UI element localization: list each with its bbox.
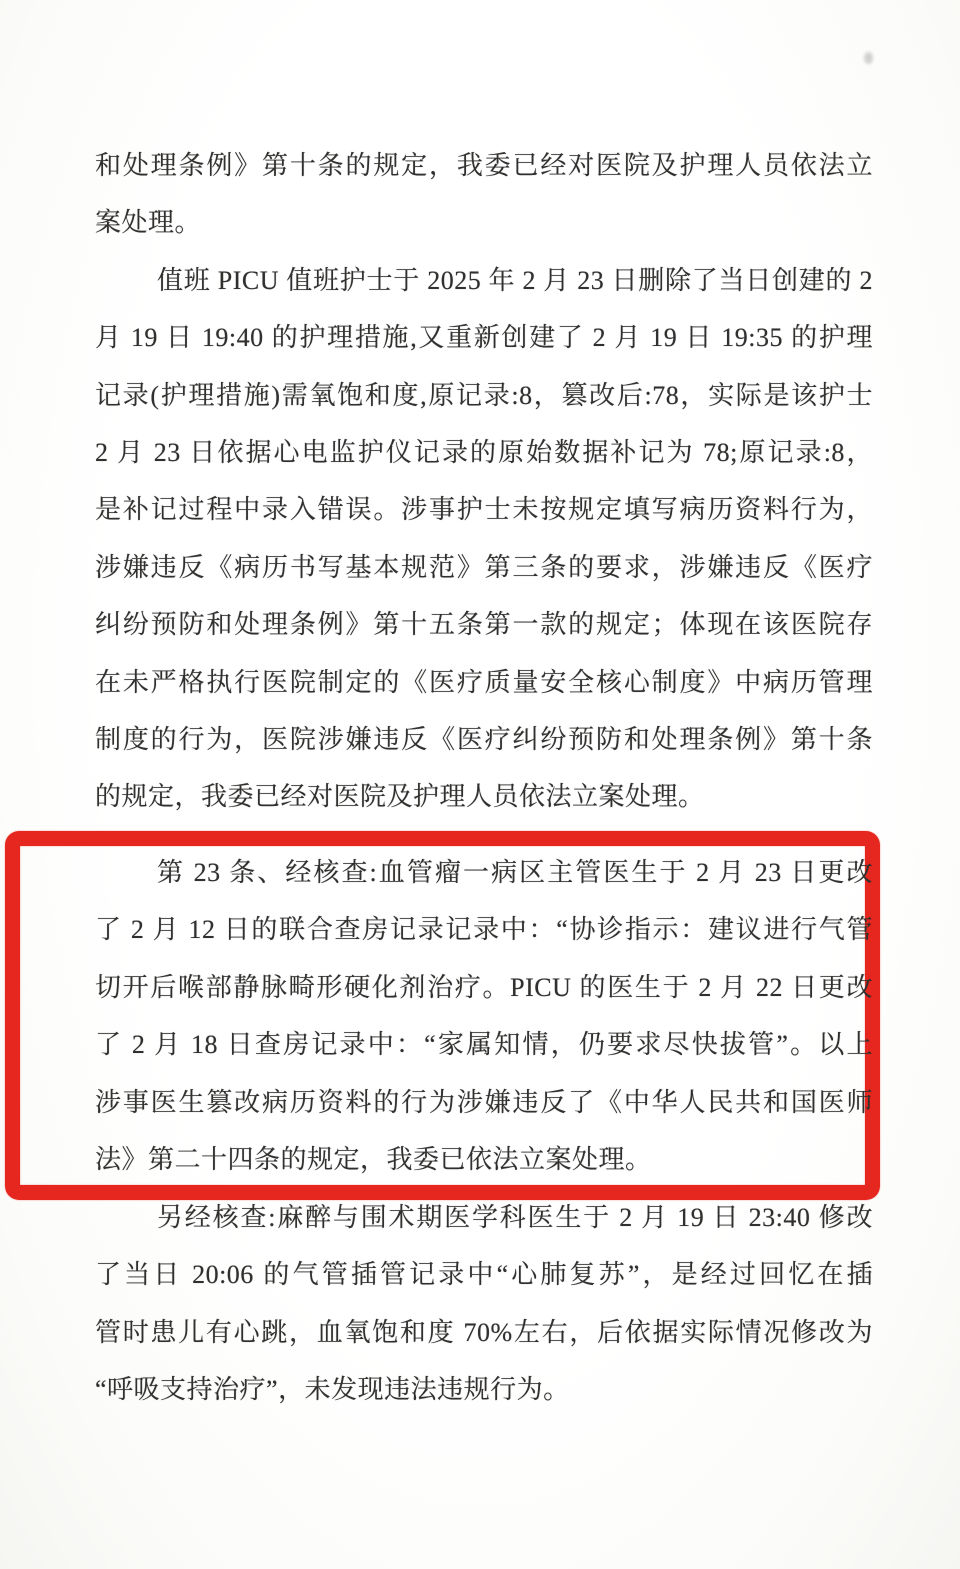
text-line: 切开后喉部静脉畸形硬化剂治疗。PICU 的医生于 2 月 22 日更改 bbox=[95, 972, 873, 1002]
text-line: 是补记过程中录入错误。涉事护士未按规定填写病历资料行为， bbox=[95, 495, 873, 525]
text-line: 值班 PICU 值班护士于 2025 年 2 月 23 日删除了当日创建的 2 bbox=[157, 265, 873, 295]
paragraphs-before-highlight bbox=[95, 137, 873, 826]
text-line: 了 2 月 18 日查房记录中：“家属知情，仍要求尽快拔管”。以上 bbox=[95, 1030, 873, 1060]
text-line: 2 月 23 日依据心电监护仪记录的原始数据补记为 78;原记录:8， bbox=[95, 437, 873, 467]
text-line: 制度的行为，医院涉嫌违反《医疗纠纷预防和处理条例》第十条 bbox=[95, 724, 873, 754]
highlighted-paragraph bbox=[95, 844, 873, 1188]
text-line: 了当日 20:06 的气管插管记录中“心肺复苏”，是经过回忆在插 bbox=[95, 1260, 873, 1290]
text-line: 另经核查:麻醉与围术期医学科医生于 2 月 19 日 23:40 修改 bbox=[157, 1203, 873, 1232]
text-line: 在未严格执行医院制定的《医疗质量安全核心制度》中病历管理 bbox=[95, 667, 873, 697]
text-line: 管时患儿有心跳，血氧饱和度 70%左右，后依据实际情况修改为 bbox=[95, 1317, 873, 1347]
scan-smudge-mark bbox=[864, 52, 873, 64]
text-line: 案处理。 bbox=[95, 208, 202, 238]
text-line: 月 19 日 19:40 的护理措施,又重新创建了 2 月 19 日 19:35 的护理 bbox=[95, 323, 873, 353]
text-line: 的规定，我委已经对医院及护理人员依法立案处理。 bbox=[95, 782, 705, 812]
text-line: 纠纷预防和处理条例》第十五条第一款的规定；体现在该医院存 bbox=[95, 610, 873, 640]
text-line: 和处理条例》第十条的规定，我委已经对医院及护理人员依法立 bbox=[95, 151, 873, 180]
text-line: 第 23 条、经核查:血管瘤一病区主管医生于 2 月 23 日更改 bbox=[157, 858, 873, 887]
text-line: “呼吸支持治疗”，未发现违法违规行为。 bbox=[95, 1375, 570, 1405]
paragraph-after-highlight bbox=[95, 1189, 873, 1419]
text-line: 了 2 月 12 日的联合查房记录记录中：“协诊指示：建议进行气管 bbox=[95, 915, 873, 945]
text-line: 法》第二十四条的规定，我委已依法立案处理。 bbox=[95, 1144, 652, 1174]
text-line: 记录(护理措施)需氧饱和度,原记录:8，篡改后:78，实际是该护士 bbox=[95, 380, 873, 410]
text-line: 涉事医生篡改病历资料的行为涉嫌违反了《中华人民共和国医师 bbox=[95, 1087, 873, 1117]
text-line: 涉嫌违反《病历书写基本规范》第三条的要求，涉嫌违反《医疗 bbox=[95, 552, 873, 582]
